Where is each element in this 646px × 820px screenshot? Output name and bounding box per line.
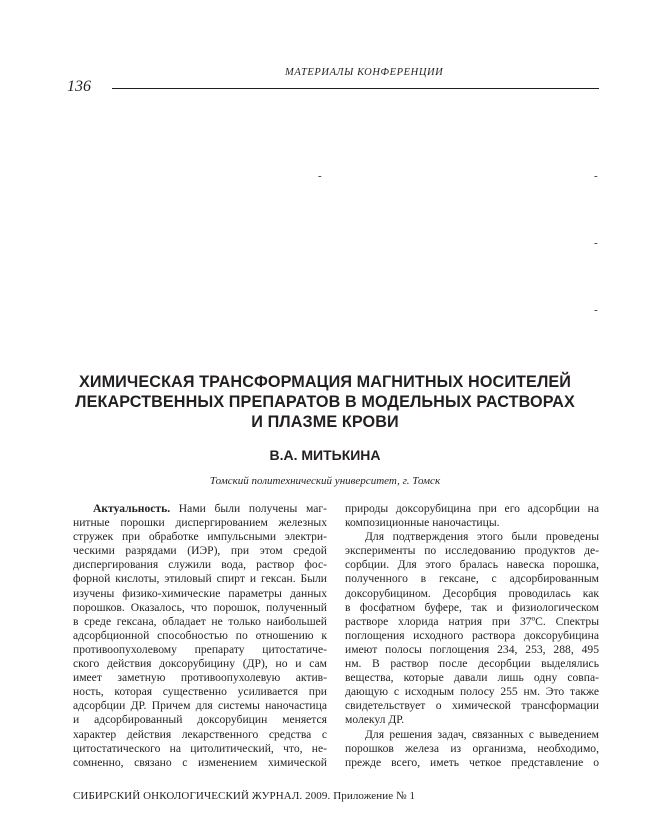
text-line: растворе хлорида натрия при 37ºС. Спектры bbox=[345, 614, 599, 628]
text-line: доксорубицином. Десорбция проводилась как bbox=[345, 586, 599, 600]
text-line: нм. В раствор после десорбции выделялись bbox=[345, 657, 599, 671]
text-line: дающую с исходным полосу 255 нм. Это также bbox=[345, 685, 599, 699]
title-line: ХИМИЧЕСКАЯ ТРАНСФОРМАЦИЯ МАГНИТНЫХ НОСИТЕЛЕЙ bbox=[78, 373, 572, 391]
stray-mark: - bbox=[594, 304, 598, 316]
text-line: противоопухолевому препарату цитостатиче- bbox=[73, 642, 327, 656]
text-line: сомненно, связано с изменением химической bbox=[73, 755, 327, 769]
text-line-rest: Нами были получены маг- bbox=[170, 502, 327, 515]
text-line: композиционные наночастицы. bbox=[345, 516, 500, 530]
text-line: Для решения задач, связанных с выведением bbox=[365, 727, 599, 741]
text-line: ческими разрядами (ИЭР), при этом средой bbox=[73, 544, 327, 558]
text-line: форной кислоты, этиловый спирт и гексан. Были bbox=[73, 572, 327, 586]
text-line: прежде всего, иметь четкое представление о bbox=[345, 755, 599, 769]
text-line: имеет заметную противоопухолевую актив- bbox=[73, 671, 327, 685]
text-line: и адсорбированный доксорубицин меняется bbox=[73, 713, 327, 727]
text-line: природы доксорубицина при его адсорбции на bbox=[345, 502, 599, 515]
text-line: ность, которая существенно усиливается при bbox=[73, 685, 327, 699]
text-line: характер действия лекарственного средства с bbox=[73, 727, 327, 741]
text-line: цитостатического на цитолитический, что, не- bbox=[73, 741, 327, 755]
affiliation: Томский политехнический университет, г. Томск bbox=[209, 475, 441, 487]
text-line: изучены физико-химические параметры данных bbox=[73, 586, 327, 600]
text-line: адсорбционной способностью по отношению к bbox=[73, 628, 327, 642]
text-line: ского действия доксорубицину (ДР), но и сам bbox=[73, 657, 327, 671]
text-line: вещества, которые давали лишь одну совпа- bbox=[345, 671, 599, 685]
text-line: сорбции. Для этого бралась навеска порошка, bbox=[345, 558, 599, 572]
stray-mark: - bbox=[594, 170, 598, 182]
text-line: эксперименты по исследованию продуктов де- bbox=[345, 544, 599, 558]
text-line: Для подтверждения этого были проведены bbox=[365, 530, 599, 544]
text-line: стружек при обработке импульсными электри- bbox=[73, 530, 327, 544]
text-line: в фосфатном буфере, так и физиологическом bbox=[345, 600, 599, 614]
title-line: И ПЛАЗМЕ КРОВИ bbox=[251, 413, 399, 431]
article-title bbox=[60, 372, 590, 432]
author: В.А. МИТЬКИНА bbox=[269, 447, 381, 463]
text-line: полученного в гексане, с адсорбированным bbox=[345, 572, 599, 586]
text-line: молекул ДР. bbox=[345, 713, 405, 727]
text-line: свидетельствует о химической трансформации bbox=[345, 699, 599, 713]
text-line: в среде гексана, обладает не только наибольшей bbox=[73, 614, 327, 628]
text-line: порошков железа из организма, необходимо, bbox=[345, 741, 599, 755]
stray-mark: - bbox=[594, 237, 598, 249]
page-number: 136 bbox=[67, 78, 91, 95]
text-line: адсорбции ДР. Причем для системы наночастица bbox=[73, 699, 327, 713]
text-line: поглощения исходного раствора доксорубицина bbox=[345, 628, 599, 642]
text-line: нитные порошки диспергированием железных bbox=[73, 516, 327, 530]
stray-mark: - bbox=[318, 170, 322, 182]
running-header: МАТЕРИАЛЫ КОНФЕРЕНЦИИ bbox=[285, 67, 444, 78]
text-line: имеют полосы поглощения 234, 253, 288, 495 bbox=[345, 642, 599, 656]
left-column bbox=[73, 502, 327, 770]
title-line: ЛЕКАРСТВЕННЫХ ПРЕПАРАТОВ В МОДЕЛЬНЫХ РАСТВОРАХ bbox=[75, 393, 575, 411]
right-column bbox=[345, 502, 599, 770]
header-rule bbox=[112, 88, 599, 89]
journal-footer: СИБИРСКИЙ ОНКОЛОГИЧЕСКИЙ ЖУРНАЛ. 2009. Приложение № 1 bbox=[73, 790, 416, 802]
text-line: порошков. Оказалось, что порошок, полученный bbox=[73, 600, 327, 614]
lead-word: Актуальность. bbox=[93, 502, 171, 515]
text-line bbox=[73, 502, 327, 516]
text-line: диспергирования служили вода, раствор фос- bbox=[73, 558, 327, 572]
